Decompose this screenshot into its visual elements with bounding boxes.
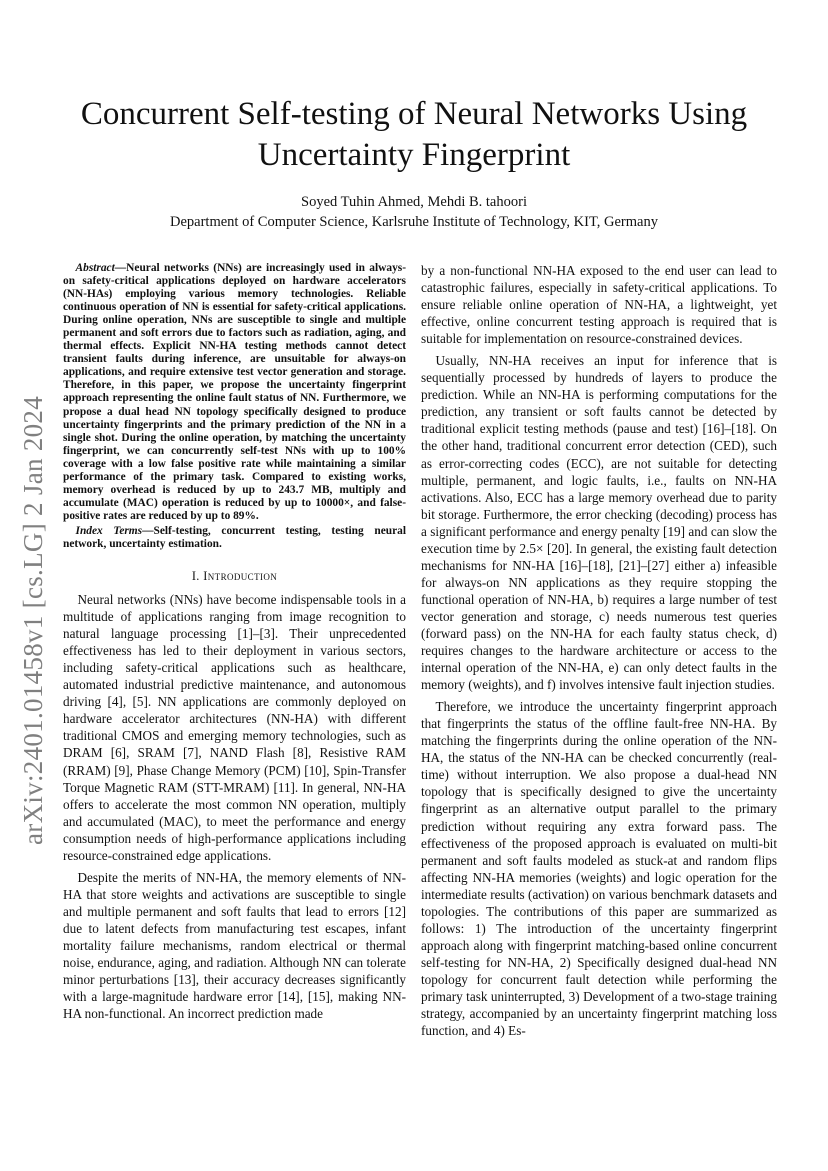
paragraph: Therefore, we introduce the uncertainty fingerprint approach that fingerprints the status of the offline fault-free NN-HA. By matching the fingerprints during the online operation of the NN-HA, the status of the NN-HA can be checked concurrently (real-time) without interruption. We also propose a dual-head NN topology that is specifically designed to give the uncertainty fingerprint as an alternative output parallel to the primary prediction without requiring any extra forward pass. The effectiveness of the proposed approach is evaluated on multi-bit permanent and soft faults modeled as stuck-at and random flips affecting NN-HA memories (weights) and logic operation for the intermediate results (activation) on various benchmark datasets and topologies. The contributions of this paper are summarized as follows: 1) The introduction of the uncertainty fingerprint approach along with fingerprint matching-based online concurrent self-testing for NN-HA, 2) Specifically designed dual-head NN topology for concurrent fault detection while performing the primary task uninterrupted, 3) Development of a two-stage training strategy, accompanied by an uncertainty fingerprint matching loss function, and 4) Es-	[421, 699, 777, 1039]
paragraph: Usually, NN-HA receives an input for inference that is sequentially processed by hundreds of layers to produce the prediction. While an NN-HA is performing computations for the prediction, any transient or soft faults cannot be detected by traditional explicit testing methods (pause and test) [16]–[18]. On the other hand, traditional concurrent error detection (CED), such as error-correcting codes (ECC), are not suitable for detecting multiple, permanent, and logic faults, i.e., faults on NN-HA activations. Also, ECC has a large memory overhead due to parity bit storage. Furthermore, the error checking (decoding) process has a significant performance and energy penalty [19] and can slow the execution time by 2.5× [20]. In general, the existing fault detection mechanisms for NN-HA [16]–[18], [21]–[27] either a) infeasible for always-on NN applications as they require stopping the functional operation of NN-HA, b) requires a large number of test vector generation and storage, c) needs numerous test queries (forward pass) on the NN-HA for each faulty status check, d) requires changes to the hardware architecture or access to the internal operation of the NN-HA, e) can only detect faults in the memory (weights), and f) involves intensive fault injection studies.	[421, 353, 777, 693]
left-column	[63, 262, 406, 1027]
index-terms	[63, 525, 406, 551]
paragraph: by a non-functional NN-HA exposed to the end user can lead to catastrophic failures, especially in safety-critical applications. To ensure reliable online operation of NN-HA, a lightweight, yet effective, online concurrent testing approach is required that is suitable for implementation on resource-constrained devices.	[421, 263, 777, 347]
affiliation: Department of Computer Science, Karlsruhe Institute of Technology, KIT, Germany	[170, 214, 658, 230]
section-title: Introduction	[203, 569, 278, 584]
section-heading-introduction	[63, 569, 406, 584]
abstract-text: —Neural networks (NNs) are increasingly used in always-on safety-critical applications deployed on hardware accelerators (NN-HAs) employing various memory technologies. Reliable continuous operation of NN is essential for safety-critical applications. During online operation, NNs are susceptible to single and multiple permanent and soft errors due to factors such as radiation, aging, and thermal effects. Explicit NN-HA testing methods cannot detect transient faults during inference, are unsuitable for always-on applications, and require extensive test vector generation and storage. Therefore, in this paper, we propose the uncertainty fingerprint approach representing the online fault status of NN. Furthermore, we propose a dual head NN topology specifically designed to produce uncertainty fingerprints and the primary prediction of the NN in a single shot. During the online operation, by matching the uncertainty fingerprint, we can concurrently self-test NNs with up to 100% coverage with a low false positive rate while maintaining a similar performance of the primary task. Compared to existing works, memory overhead is reduced by up to 243.7 MB, multiply and accumulate (MAC) operation is reduced by up to 10000×, and false-positive rates are reduced by up to 89%.	[63, 262, 406, 522]
paragraph: Neural networks (NNs) have become indispensable tools in a multitude of applications ranging from image recognition to natural language processing [1]–[3]. Their unprecedented effectiveness has led to their deployment in various sectors, including safety-critical applications such as healthcare, automated industrial predictive maintenance, and autonomous driving [4], [5]. NN applications are commonly deployed on hardware accelerator architectures (NN-HA) with different traditional CMOS and emerging memory technologies, such as DRAM [6], SRAM [7], NAND Flash [8], Resistive RAM (RRAM) [9], Phase Change Memory (PCM) [10], Spin-Transfer Torque Magnetic RAM (STT-MRAM) [11]. In general, NN-HA offers to accelerate the most common NN operation, multiply and accumulated (MAC), to meet the performance and energy consumption needs of high-performance applications including resource-constrained edge applications.	[63, 592, 406, 863]
abstract	[63, 262, 406, 523]
arxiv-identifier: arXiv:2401.01458v1 [cs.LG] 2 Jan 2024	[18, 395, 48, 845]
index-terms-text: —Self-testing, concurrent testing, testing neural network, uncertainty estimation.	[63, 524, 406, 550]
abstract-label: Abstract	[75, 262, 115, 274]
right-column	[421, 262, 777, 1044]
paragraph: Despite the merits of NN-HA, the memory elements of NN-HA that store weights and activations are susceptible to single and multiple permanent and soft faults that lead to errors [12] due to latent defects from manufacturing test escapes, infant mortality failure mechanisms, random electrical or thermal noise, endurance, aging, and radiation. Although NN can tolerate minor perturbations [13], their accuracy decreases significantly with a large-magnitude hardware error [14], [15], making NN-HA non-functional. An incorrect prediction made	[63, 869, 406, 1022]
paper-title: Concurrent Self-testing of Neural Networks Using Uncertainty Fingerprint	[80, 96, 748, 173]
index-terms-label: Index Terms	[75, 524, 143, 537]
section-number: I.	[191, 569, 200, 584]
authors: Soyed Tuhin Ahmed, Mehdi B. tahoori	[301, 194, 527, 210]
